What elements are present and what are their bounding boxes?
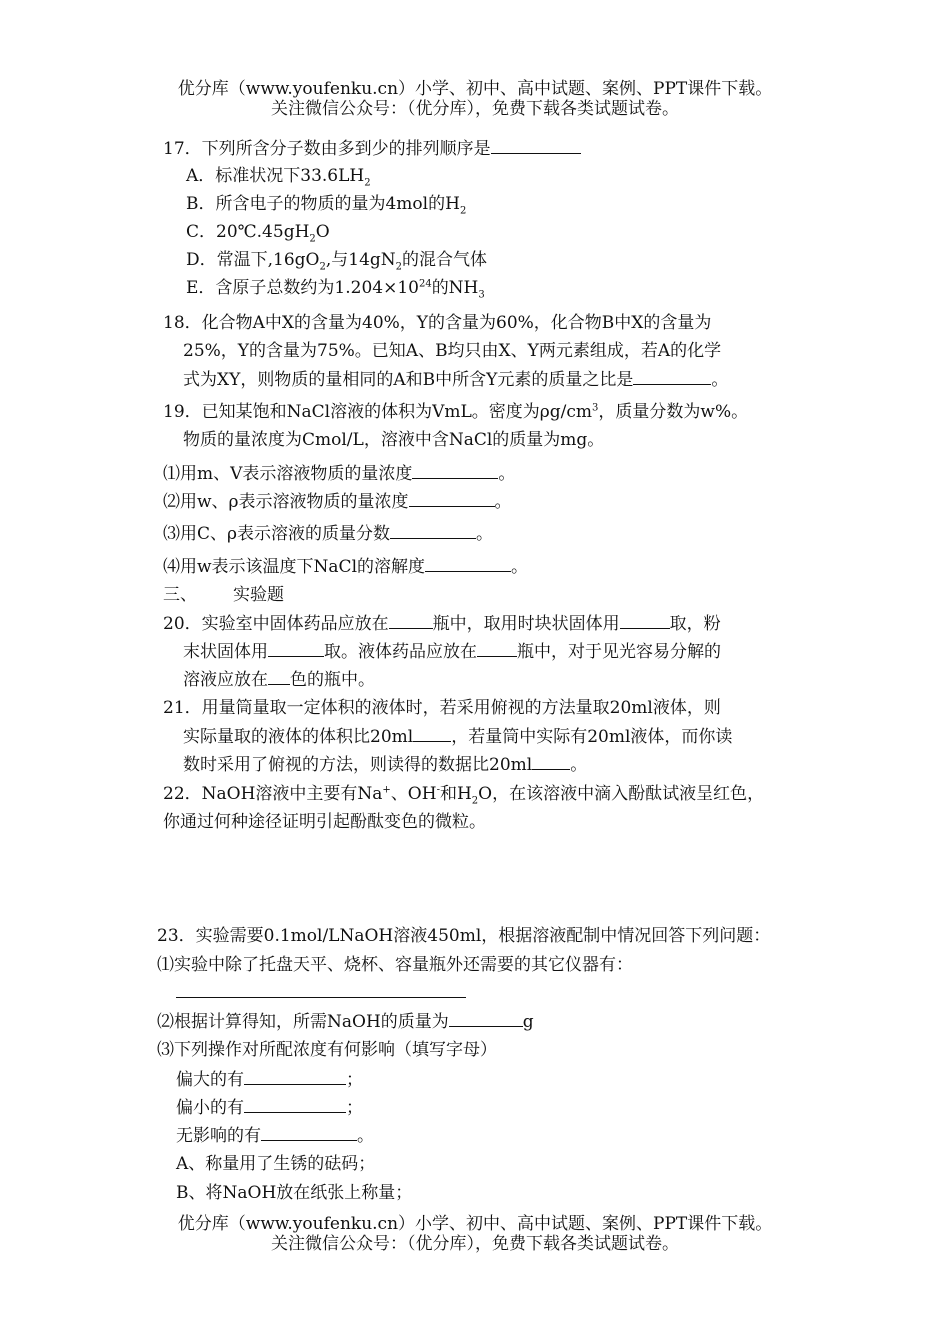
q19-part-2-blank[interactable] xyxy=(409,490,495,507)
q23-part-2-blank[interactable] xyxy=(449,1010,523,1027)
q18-line-3: 式为XY，则物质的量相同的A和B中所含Y元素的质量之比是 。 xyxy=(183,370,729,390)
q20-blank-2[interactable] xyxy=(620,612,670,629)
header-line-1: 优分库（www.youfenku.cn）小学、初中、高中试题、案例、PPT课件下载。 xyxy=(177,79,773,99)
q18-line-1: 18．化合物A中X的含量为40%，Y的含量为60%，化合物B中X的含量为 xyxy=(163,313,712,333)
q17-option-a: A．标准状况下$33.6LH_2$ xyxy=(186,166,371,189)
q17-option-d: D．常温下$,16gO_2$,与$14gN_2$的混合气体 xyxy=(186,250,488,273)
q23-larger-row: 偏大的有 ； xyxy=(176,1070,363,1090)
q21-blank-1[interactable] xyxy=(413,725,451,742)
q17-option-c: C．$20℃.45gH_2O$ xyxy=(186,222,330,245)
q17-option-b: B．所含电子的物质的量为4mol的$H_2$ xyxy=(186,194,467,217)
q22-line-2: 你通过何种途径证明引起酚酞变色的微粒。 xyxy=(163,812,486,832)
q23-part-1-blank[interactable] xyxy=(176,997,466,998)
q23-option-b: B、将NaOH放在纸张上称量； xyxy=(176,1183,413,1203)
q20-blank-5[interactable] xyxy=(268,668,290,685)
footer-line-2: 关注微信公众号：（优分库），免费下载各类试题试卷。 xyxy=(271,1234,679,1254)
q20-blank-4[interactable] xyxy=(477,640,517,657)
q19-part-2: ⑵用w、ρ表示溶液物质的量浓度 。 xyxy=(163,492,512,512)
q20-blank-1[interactable] xyxy=(389,612,433,629)
q23-no-effect-row: 无影响的有 。 xyxy=(176,1126,374,1146)
q19-part-3: ⑶用C、ρ表示溶液的质量分数 。 xyxy=(163,524,494,544)
q20-line-3: 溶液应放在 色的瓶中。 xyxy=(183,670,375,690)
q23-no-effect-blank[interactable] xyxy=(261,1124,357,1141)
q22-line-1: 22．NaOH溶液中主要有Na+、OH-和$H_2O$，在该溶液中滴入酚酞试液呈红色， xyxy=(163,784,765,807)
q18-answer-blank[interactable] xyxy=(633,368,711,385)
q18-line-2: 25%，Y的含量为75%。已知A、B均只由X、Y两元素组成，若A的化学 xyxy=(183,341,722,361)
q23-part-3: ⑶下列操作对所配浓度有何影响（填写字母） xyxy=(157,1040,497,1060)
q19-part-1: ⑴用m、V表示溶液物质的量浓度 。 xyxy=(163,464,516,484)
q21-line-1: 21．用量筒量取一定体积的液体时，若采用俯视的方法量取20ml液体，则 xyxy=(163,698,721,718)
q23-part-1: ⑴实验中除了托盘天平、烧杯、容量瓶外还需要的其它仪器有： xyxy=(157,955,633,975)
q17-answer-blank[interactable] xyxy=(491,137,581,154)
footer-line-1: 优分库（www.youfenku.cn）小学、初中、高中试题、案例、PPT课件下载。 xyxy=(177,1214,773,1234)
q23-larger-blank[interactable] xyxy=(244,1068,346,1085)
q21-line-2: 实际量取的液体的体积比20ml ，若量筒中实际有20ml液体，而你读 xyxy=(183,727,733,747)
q23-part-2: ⑵根据计算得知，所需NaOH的质量为 g xyxy=(157,1012,534,1032)
q19-line-1: 19．已知某饱和NaCl溶液的体积为VmL。密度为$\rho g/cm^3$，质量分数为w%。 xyxy=(163,402,749,422)
q17-option-e: E．含原子总数约为$1.204\times 10^{24}$的$NH_3$ xyxy=(186,278,485,301)
q17-stem: 17．下列所含分子数由多到少的排列顺序是 xyxy=(163,137,581,160)
q23-smaller-row: 偏小的有 ； xyxy=(176,1098,363,1118)
q19-part-1-blank[interactable] xyxy=(412,462,498,479)
q19-part-3-blank[interactable] xyxy=(390,522,476,539)
q19-line-2: 物质的量浓度为Cmol/L，溶液中含NaCl的质量为mg。 xyxy=(183,430,605,450)
q19-part-4-blank[interactable] xyxy=(425,555,511,572)
q21-line-3: 数时采用了俯视的方法，则读得的数据比20ml 。 xyxy=(183,755,588,775)
q23-stem: 23．实验需要0.1mol/LNaOH溶液450ml，根据溶液配制中情况回答下列问题： xyxy=(157,926,771,946)
section-3-heading: 三、 实验题 xyxy=(163,585,284,605)
header-line-2: 关注微信公众号：（优分库），免费下载各类试题试卷。 xyxy=(271,99,679,119)
q20-line-2: 末状固体用 取。液体药品应放在 瓶中，对于见光容易分解的 xyxy=(183,642,721,662)
q23-option-a: A、称量用了生锈的砝码； xyxy=(176,1154,376,1174)
q20-blank-3[interactable] xyxy=(268,640,324,657)
q23-smaller-blank[interactable] xyxy=(244,1096,346,1113)
q21-blank-2[interactable] xyxy=(532,753,570,770)
q20-line-1: 20．实验室中固体药品应放在 瓶中，取用时块状固体用 取，粉 xyxy=(163,614,721,634)
q19-part-4: ⑷用w表示该温度下NaCl的溶解度 。 xyxy=(163,557,529,577)
